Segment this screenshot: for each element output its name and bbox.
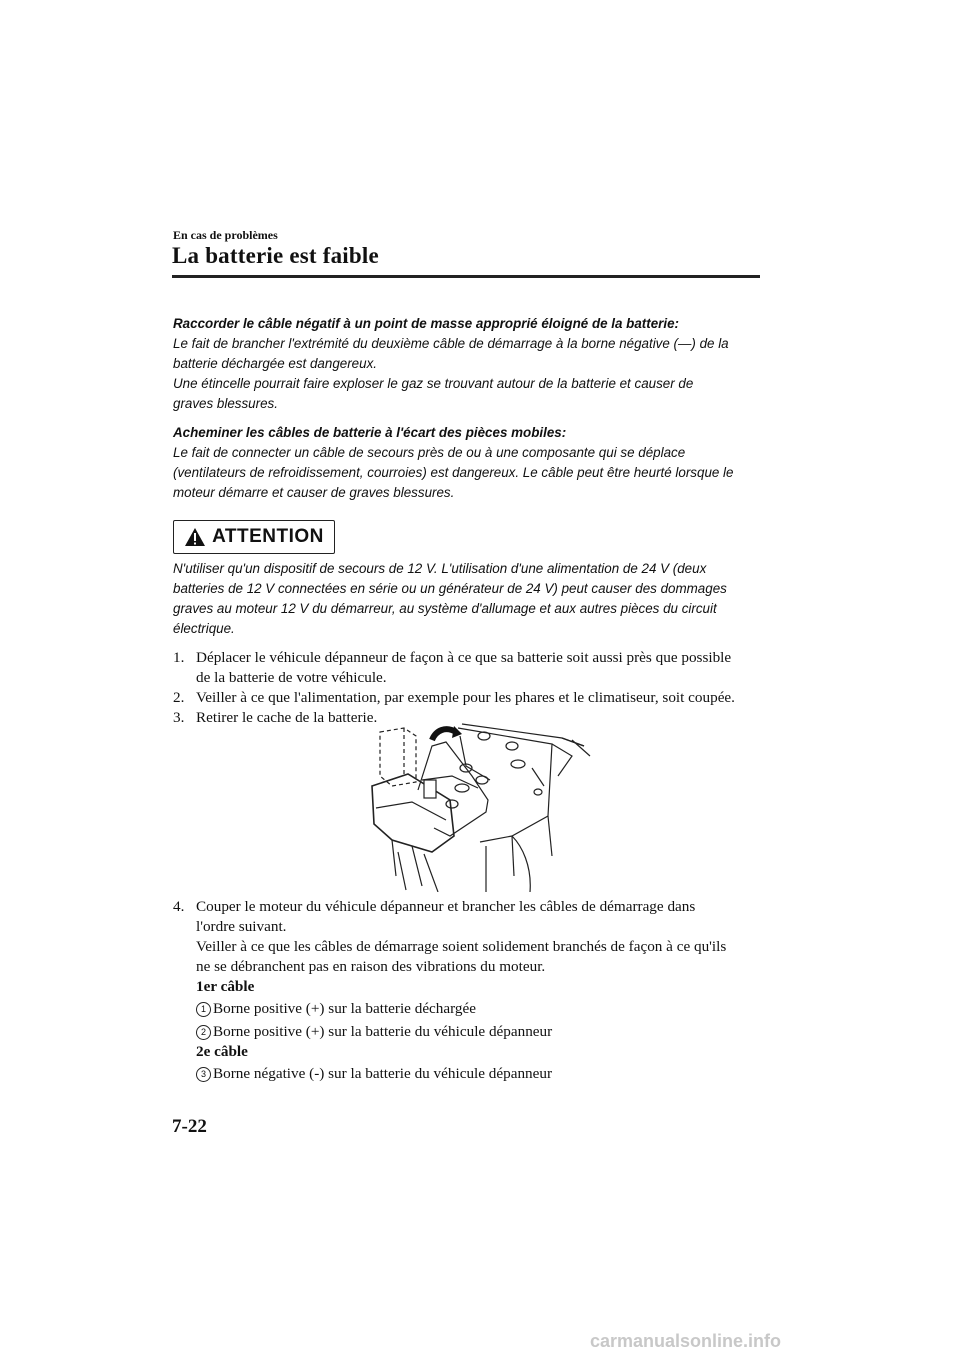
step-4-body [173,897,773,1084]
attention-line: graves au moteur 12 V du démarreur, au système d'allumage et aux autres pièces du circuit [173,601,717,616]
attention-line: électrique. [173,621,235,636]
warning-line: (ventilateurs de refroidissement, courroies) est dangereux. Le câble peut être heurté lorsque le [173,465,734,480]
warning-triangle-icon [184,527,206,547]
step-line: Veiller à ce que l'alimentation, par exemple pour les phares et le climatiseur, soit coupée. [196,689,735,706]
cable-item-1 [196,999,773,1019]
page-title: La batterie est faible [172,243,379,268]
warning-heading-2: Acheminer les câbles de batterie à l'écart des pièces mobiles: [173,425,567,440]
title-divider [172,275,760,278]
cable-item-3 [196,1064,773,1084]
step-number: 2. [173,689,185,706]
watermark: carmanualsonline.info [590,1331,782,1351]
step-line: ne se débranchent pas en raison des vibrations du moteur. [196,958,546,975]
warning-heading-1: Raccorder le câble négatif à un point de masse approprié éloigné de la batterie: [173,316,680,331]
step-number: 3. [173,709,185,726]
circled-number-icon: 2 [196,1025,211,1040]
step-4 [173,897,773,1084]
step-number: 1. [173,649,185,666]
step-line: Déplacer le véhicule dépanneur de façon à ce que sa batterie soit aussi près que possible [196,649,732,666]
section-label: En cas de problèmes [173,228,278,242]
battery-cover-illustration [362,716,592,892]
step-1 [173,648,773,688]
warning-line: Une étincelle pourrait faire exploser le gaz se trouvant autour de la batterie et causer de [173,376,694,391]
cable-item-2 [196,1022,773,1042]
step-line: Veiller à ce que les câbles de démarrage soient solidement branchés de façon à ce qu'ils [196,938,727,955]
attention-line: N'utiliser qu'un dispositif de secours de 12 V. L'utilisation d'une alimentation de 24 V (deux [173,561,707,576]
attention-line: batteries de 12 V connectées en série ou un générateur de 24 V) peut causer des dommages [173,581,727,596]
attention-label: ATTENTION [212,526,324,547]
step-2 [173,688,773,708]
step-number: 4. [173,898,185,915]
cable-item-text: Borne positive (+) sur la batterie déchargée [213,1000,476,1017]
warning-block-1 [173,314,763,414]
cable-item-text: Borne négative (-) sur la batterie du véhicule dépanneur [213,1065,553,1082]
cable-item-text: Borne positive (+) sur la batterie du véhicule dépanneur [213,1023,553,1040]
warning-line: Le fait de connecter un câble de secours près de ou à une composante qui se déplace [173,445,686,460]
warning-line: moteur démarre et causer de graves blessures. [173,485,455,500]
warning-line: graves blessures. [173,396,278,411]
page-number: 7-22 [172,1116,207,1137]
step-line: de la batterie de votre véhicule. [196,669,387,686]
attention-badge [173,520,335,554]
step-line: l'ordre suivant. [196,918,287,935]
attention-text [173,559,763,639]
warning-block-2 [173,423,763,503]
cable-2-label: 2e câble [196,1043,248,1060]
circled-number-icon: 3 [196,1067,211,1082]
step-line: Retirer le cache de la batterie. [196,709,378,726]
cable-1-label: 1er câble [196,978,255,995]
circled-number-icon: 1 [196,1002,211,1017]
warning-line: Le fait de brancher l'extrémité du deuxième câble de démarrage à la borne négative (—) de la [173,336,729,351]
warning-line: batterie déchargée est dangereux. [173,356,377,371]
step-line: Couper le moteur du véhicule dépanneur et brancher les câbles de démarrage dans [196,898,696,915]
